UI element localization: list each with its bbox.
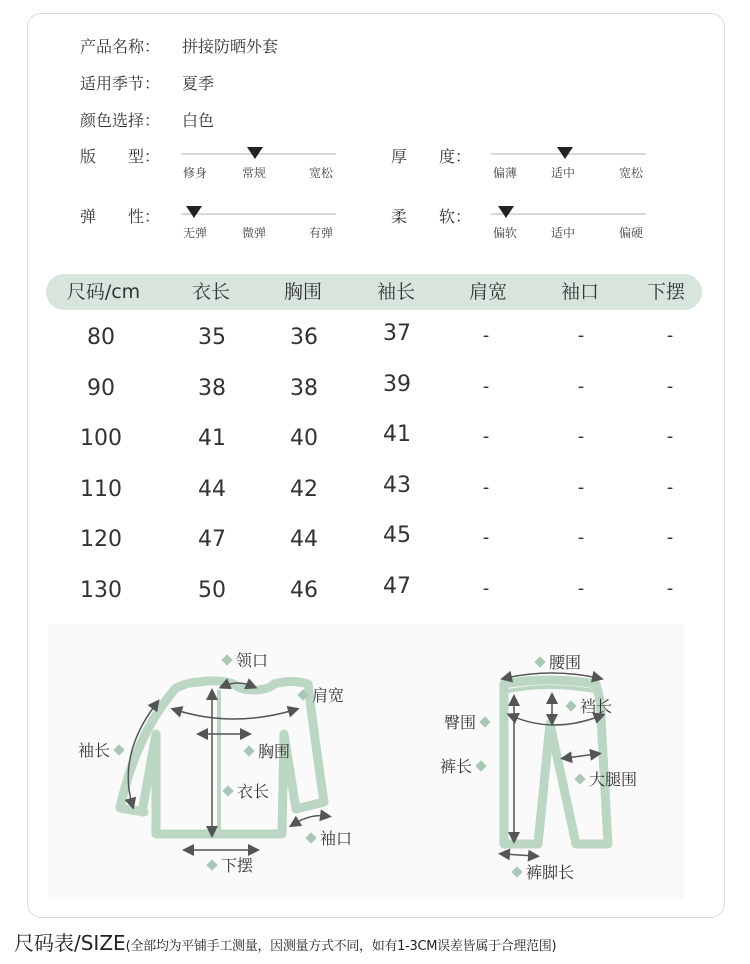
info-season: 适用季节： 夏季 (80, 74, 215, 93)
measure-cell: - (577, 527, 585, 549)
header-cuff: 袖口 (560, 281, 599, 303)
measurement-diagram (48, 624, 684, 899)
size-cell: 100 (80, 426, 122, 452)
measure-cell: 47 (383, 574, 411, 599)
measure-cell: - (666, 578, 674, 599)
measure-cell: 40 (290, 426, 318, 452)
scale-fit-marker (247, 147, 263, 159)
diamond-icon (565, 700, 576, 711)
measure-cell: 41 (383, 422, 411, 448)
measure-cell: - (482, 375, 490, 397)
header-sleeve: 袖长 (376, 281, 415, 303)
scale-fit-option: 修身 (183, 166, 208, 180)
measure-cell: 50 (198, 578, 226, 603)
measure-cell: - (577, 375, 585, 397)
scale-fit-option: 常规 (242, 166, 267, 180)
header-shoulder: 肩宽 (468, 281, 507, 303)
scale-thickness-option: 适中 (551, 166, 576, 180)
diamond-icon (206, 859, 217, 870)
measure-cell: - (666, 527, 674, 549)
scale-elasticity-label: 弹 性： (80, 207, 161, 226)
measure-cell: 35 (198, 325, 226, 350)
label-collar: 领口 (218, 648, 268, 671)
size-table-header (46, 274, 702, 310)
diamond-icon (243, 745, 254, 756)
scale-elasticity-option: 微弹 (242, 226, 267, 240)
measure-cell: 47 (198, 527, 226, 553)
label-length: 衣长 (219, 779, 269, 802)
diamond-icon (113, 744, 124, 755)
measure-cell: 43 (383, 472, 411, 498)
size-title: 尺码表/SIZE (14, 931, 126, 955)
measure-cell: 41 (198, 426, 226, 452)
scale-thickness-option: 宽松 (619, 166, 644, 180)
measure-cell: 39 (383, 371, 411, 397)
label-sleeve: 袖长 (78, 738, 128, 761)
header-hem: 下摆 (646, 281, 685, 303)
measure-cell: 44 (198, 476, 226, 502)
measure-cell: - (666, 476, 674, 498)
measure-cell: 36 (290, 325, 318, 350)
scale-elasticity-option: 有弹 (309, 226, 334, 240)
measure-cell: - (482, 325, 490, 346)
header-chest: 胸围 (283, 281, 322, 303)
measure-cell: - (666, 426, 674, 448)
diamond-icon (511, 866, 522, 877)
scale-softness-label: 柔 软： (391, 207, 472, 226)
scale-thickness-marker (557, 147, 573, 159)
label-hem: 下摆 (203, 853, 253, 876)
diamond-icon (475, 760, 486, 771)
diamond-icon (574, 773, 585, 784)
measure-cell: 45 (383, 523, 411, 549)
measure-cell: 38 (198, 375, 226, 401)
measure-cell: - (577, 426, 585, 448)
scale-elasticity-track (181, 213, 336, 215)
size-note: (全部均为平铺手工测量，因测量方式不同，如有1-3CM误差皆属于合理范围) (125, 939, 557, 954)
info-product-name: 产品名称： 拼接防晒外套 (80, 37, 279, 56)
diamond-icon (222, 785, 233, 796)
measure-cell: 37 (383, 321, 411, 346)
measure-cell: - (482, 578, 490, 599)
measure-cell: - (666, 375, 674, 397)
label-rise: 裆长 (562, 694, 612, 717)
scale-softness-marker (498, 206, 514, 218)
size-cell: 130 (80, 578, 122, 603)
scale-elasticity-option: 无弹 (183, 226, 208, 240)
measure-cell: 42 (290, 476, 318, 502)
size-cell: 90 (87, 375, 115, 401)
header-length: 衣长 (191, 281, 230, 303)
measure-cell: - (666, 325, 674, 346)
diamond-icon (479, 716, 490, 727)
measure-cell: - (482, 426, 490, 448)
header-size: 尺码/cm (66, 281, 141, 303)
scale-fit-label: 版 型： (80, 147, 161, 166)
label-chest: 胸围 (240, 739, 290, 762)
scale-softness-option: 适中 (551, 226, 576, 240)
diamond-icon (297, 689, 308, 700)
label-thigh: 大腿围 (571, 767, 637, 790)
measure-cell: - (577, 325, 585, 346)
measure-cell: 44 (290, 527, 318, 553)
label-shoulder: 肩宽 (294, 683, 344, 706)
measure-cell: - (577, 476, 585, 498)
label-waist: 腰围 (531, 650, 581, 673)
diamond-icon (221, 654, 232, 665)
garment-illustration (48, 624, 684, 899)
size-cell: 120 (80, 527, 122, 553)
size-cell: 110 (80, 476, 122, 502)
measure-cell: 46 (290, 578, 318, 603)
diamond-icon (305, 832, 316, 843)
label-hip: 臀围 (444, 710, 494, 733)
diamond-icon (534, 656, 545, 667)
label-pants-length: 裤长 (440, 754, 490, 777)
scale-thickness-option: 偏薄 (493, 166, 518, 180)
scale-softness-option: 偏硬 (619, 226, 644, 240)
measure-cell: - (482, 527, 490, 549)
scale-elasticity-marker (186, 206, 202, 218)
measure-cell: 38 (290, 375, 318, 401)
scale-fit-option: 宽松 (309, 166, 334, 180)
label-leg-opening: 裤脚长 (508, 860, 574, 883)
label-cuff: 袖口 (302, 826, 352, 849)
scale-softness-option: 偏软 (493, 226, 518, 240)
measure-cell: - (577, 578, 585, 599)
size-footer (14, 927, 556, 956)
size-cell: 80 (87, 325, 115, 350)
scale-softness-track (491, 213, 646, 215)
measure-cell: - (482, 476, 490, 498)
scale-thickness-label: 厚 度： (391, 147, 472, 166)
info-color: 颜色选择： 白色 (80, 111, 215, 130)
